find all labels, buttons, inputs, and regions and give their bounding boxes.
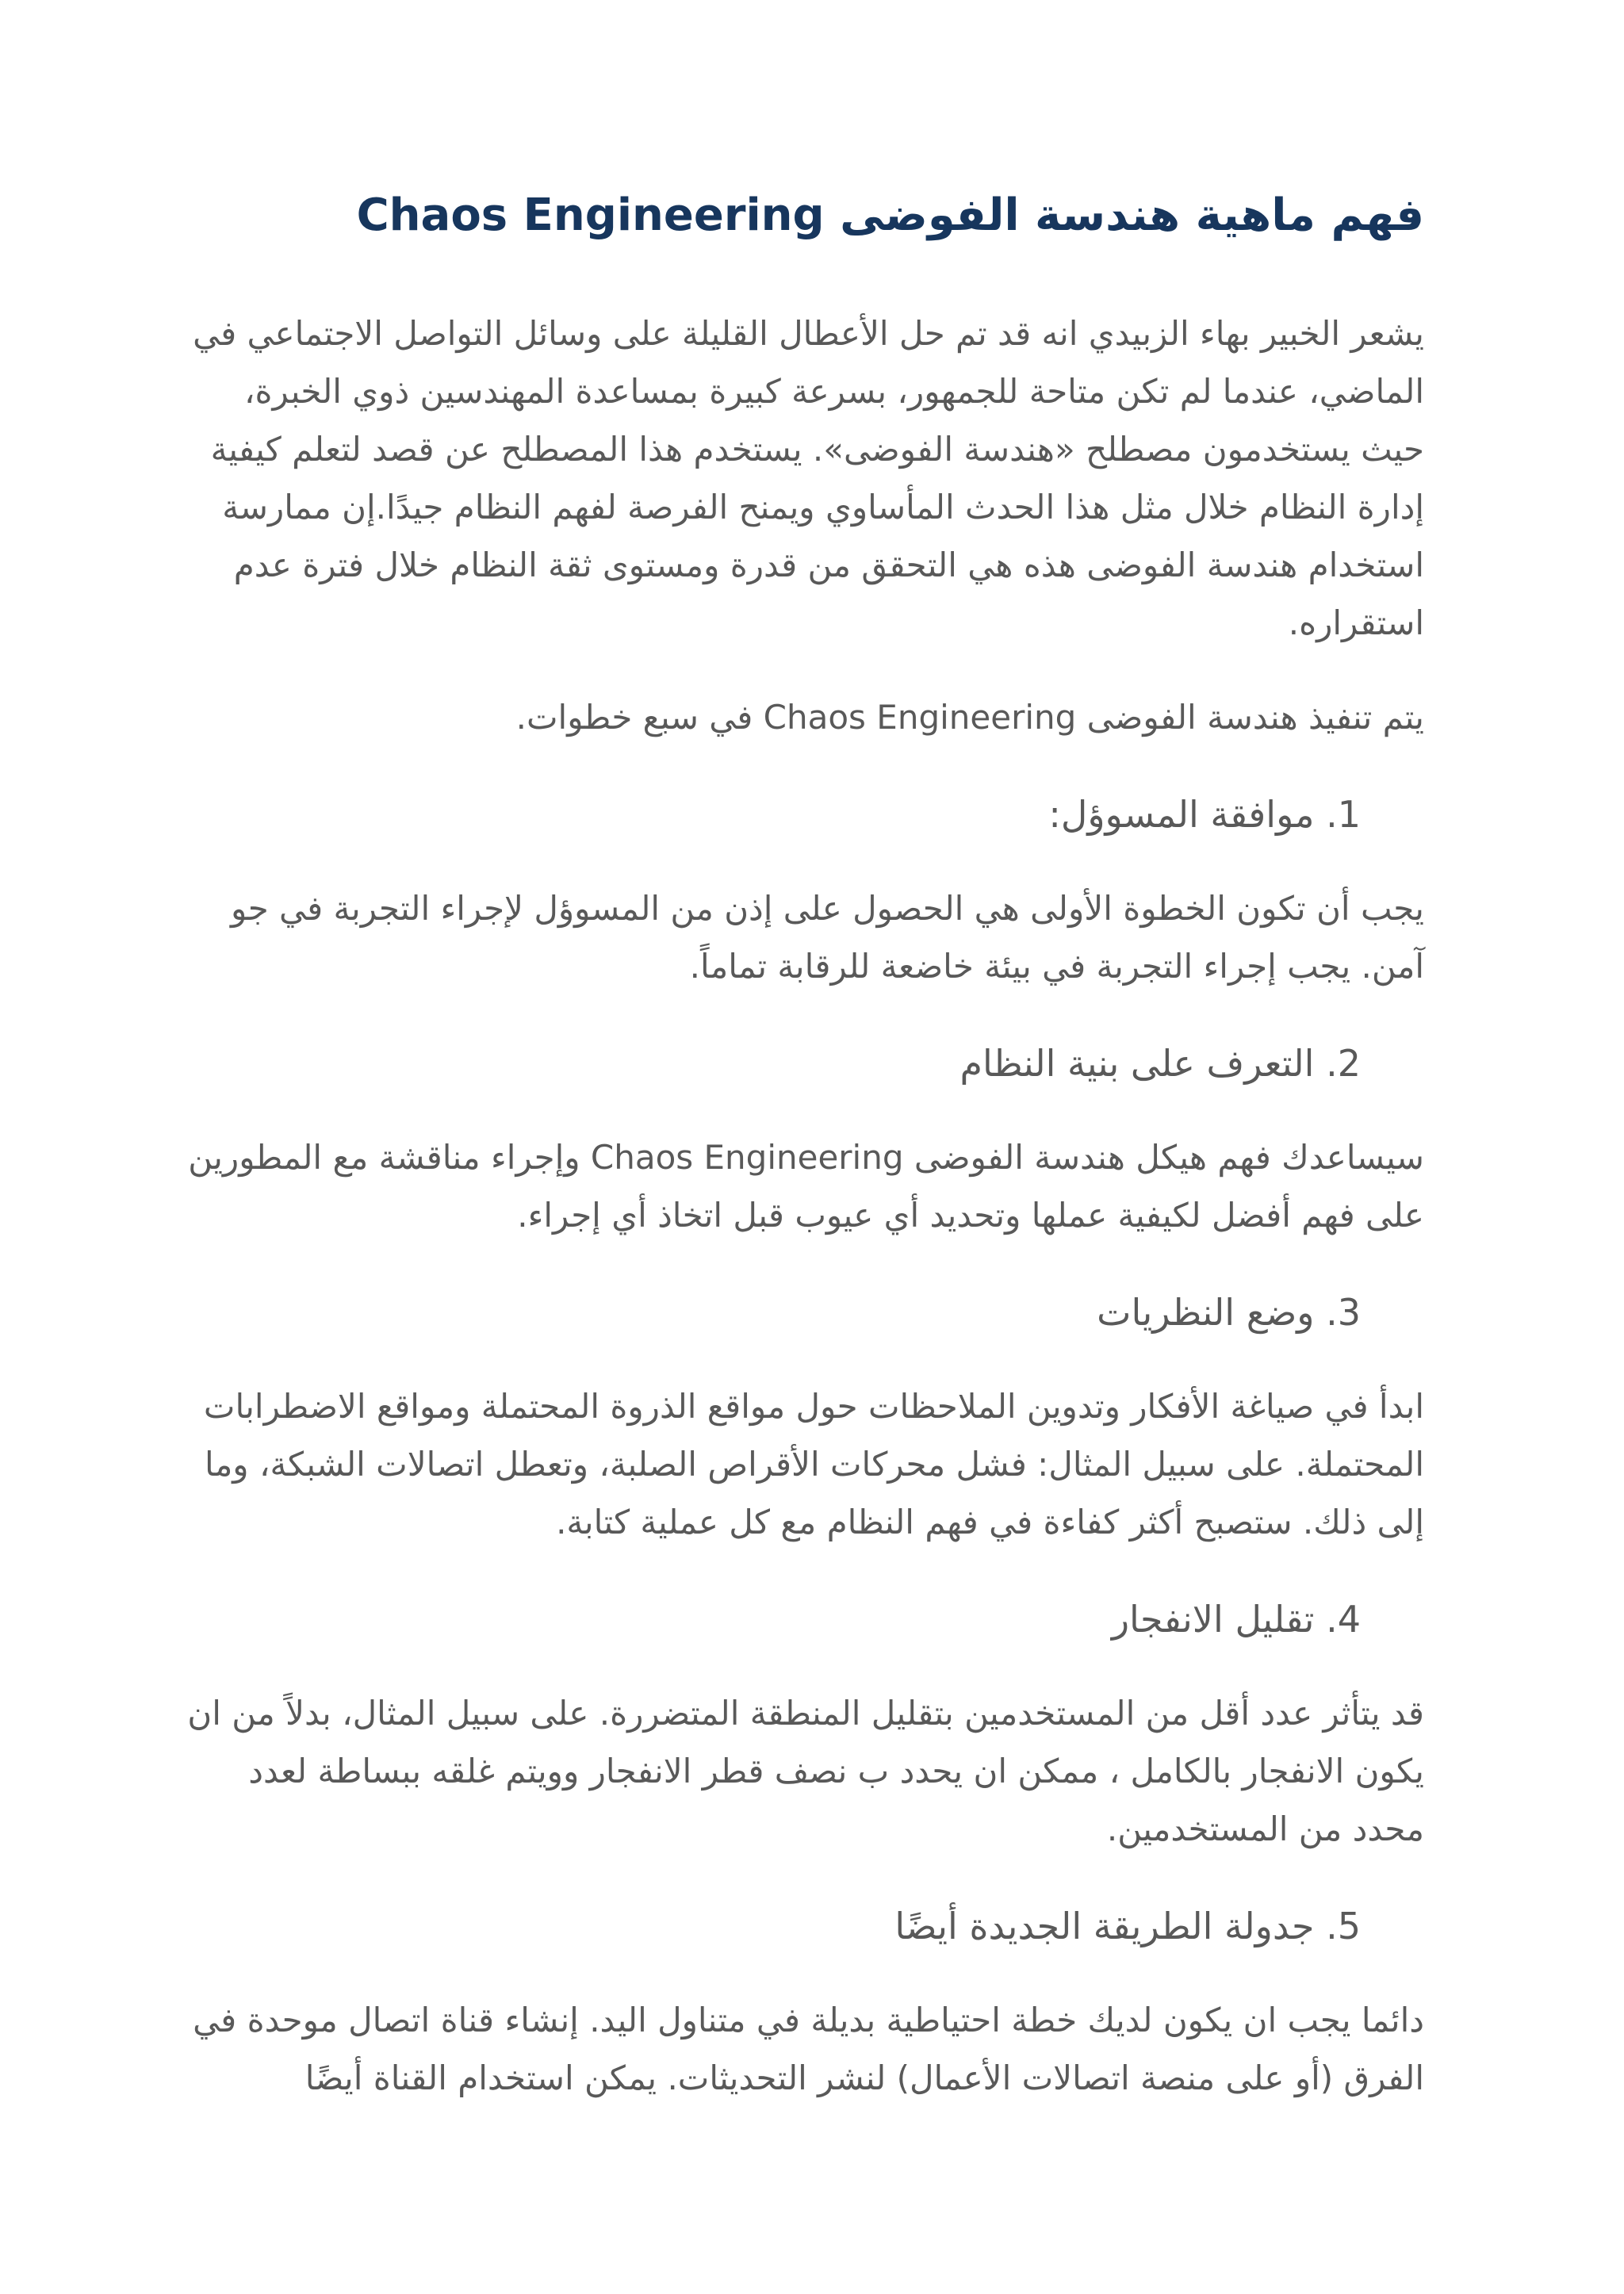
step-5-body: دائما يجب ان يكون لديك خطة احتياطية بديلة في متناول اليد. إنشاء قناة اتصال موحدة في الفرق (أو على منصة اتصالات الأعمال) لنشر التحديثات. يمكن استخدام القناة أيضًا bbox=[193, 2001, 1424, 2097]
step-1-body: يجب أن تكون الخطوة الأولى هي الحصول على إذن من المسوؤل لإجراء التجربة في جو آمن. يجب إجراء التجربة في بيئة خاضعة للرقابة تماماً. bbox=[231, 889, 1424, 986]
step-2-heading: 2. التعرف على بنية النظام bbox=[959, 1042, 1361, 1085]
step-5-heading: 5. جدولة الطريقة الجديدة أيضًا bbox=[894, 1905, 1361, 1947]
step-1-heading: 1. موافقة المسوؤل: bbox=[1048, 793, 1361, 836]
document-title: فهم ماهية هندسة الفوضى Chaos Engineering bbox=[356, 190, 1424, 241]
intro-paragraph: يشعر الخبير بهاء الزبيدي انه قد تم حل الأعطال القليلة على وسائل التواصل الاجتماعي في الماضي، عندما لم تكن متاحة للجمهور، بسرعة كبيرة بمساعدة المهندسين ذوي الخبرة، حيث يستخدمون مصطلح «هندسة الفوضى». يستخدم هذا المصطلح عن قصد لتعلم كيفية إدارة النظام خلال مثل هذا الحدث المأساوي ويمنح الفرصة لفهم النظام جيدًا.إن ممارسة استخدام هندسة الفوضى هذه هي التحقق من قدرة ومستوى ثقة النظام خلال فترة عدم استقراره. bbox=[193, 314, 1424, 642]
step-4-heading: 4. تقليل الانفجار bbox=[1111, 1598, 1361, 1641]
step-4-body: قد يتأثر عدد أقل من المستخدمين بتقليل المنطقة المتضررة. على سبيل المثال، بدلاً من ان يكون الانفجار بالكامل ، ممكن ان يحدد ب نصف قطر الانفجار وويتم غلقه ببساطة لعدد محدد من المستخدمين. bbox=[187, 1694, 1424, 1848]
step-3-body: ابدأ في صياغة الأفكار وتدوين الملاحظات حول مواقع الذروة المحتملة ومواقع الاضطرابات المحتملة. على سبيل المثال: فشل محركات الأقراص الصلبة، وتعطل اتصالات الشبكة، وما إلى ذلك. ستصبح أكثر كفاءة في فهم النظام مع كل عملية كتابة. bbox=[203, 1387, 1424, 1541]
document-content bbox=[187, 182, 1424, 2143]
step-3-heading: 3. وضع النظريات bbox=[1097, 1291, 1361, 1334]
lead-paragraph: يتم تنفيذ هندسة الفوضى Chaos Engineering في سبع خطوات. bbox=[515, 698, 1424, 737]
step-2-body: سيساعدك فهم هيكل هندسة الفوضى Chaos Engineering وإجراء مناقشة مع المطورين على فهم أفضل لكيفية عملها وتحديد أي عيوب قبل اتخاذ أي إجراء. bbox=[188, 1138, 1424, 1235]
